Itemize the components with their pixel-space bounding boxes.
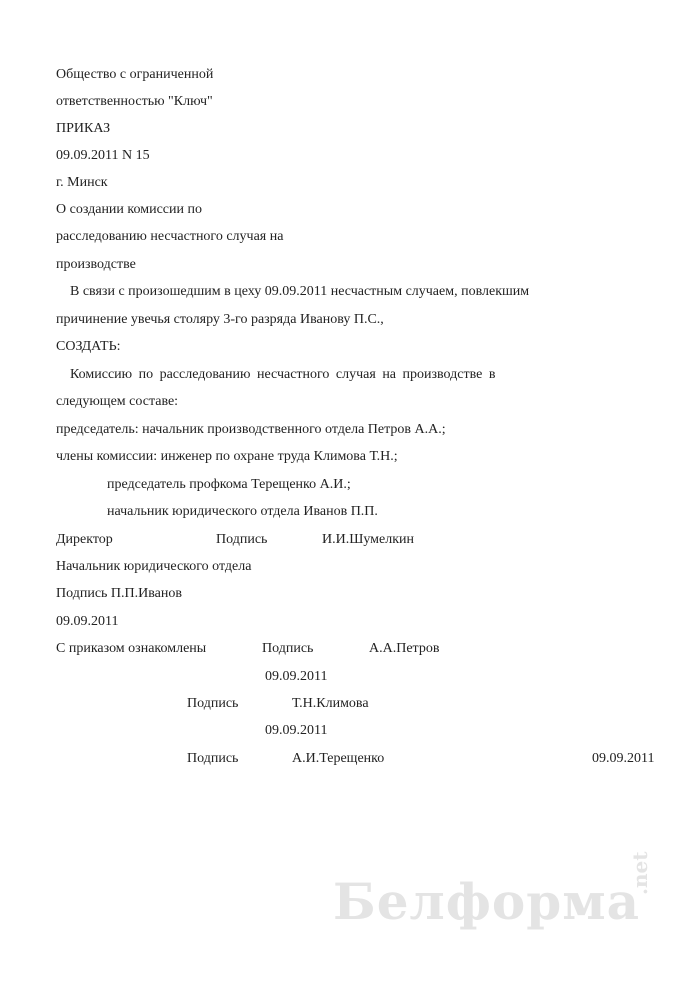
ack1-name: А.А.Петров <box>369 641 440 656</box>
director-name: И.И.Шумелкин <box>322 532 415 547</box>
members-line2: председатель профкома Терещенко А.И.; <box>107 477 351 492</box>
ack3-signature: Подпись <box>187 751 239 766</box>
order-word: СОЗДАТЬ: <box>56 339 121 354</box>
director-title: Директор <box>56 532 113 547</box>
chairman-line: председатель: начальник производственного отдела Петров А.А.; <box>56 422 446 437</box>
date-number: 09.09.2011 N 15 <box>56 148 150 163</box>
ack3-name: А.И.Терещенко <box>292 751 385 766</box>
preamble-line2: причинение увечья столяру 3-го разряда Иванову П.С., <box>56 312 384 327</box>
ack2-name: Т.Н.Климова <box>292 696 369 711</box>
members-line3: начальник юридического отдела Иванов П.П. <box>107 504 378 519</box>
ack3-date: 09.09.2011 <box>592 751 655 766</box>
ack1-date: 09.09.2011 <box>265 669 328 684</box>
org-name-line1: Общество с ограниченной <box>56 67 214 82</box>
legal-head-signature: Подпись П.П.Иванов <box>56 586 182 601</box>
watermark-logo: Белформа <box>333 872 641 931</box>
subject-line1: О создании комиссии по <box>56 202 202 217</box>
ack2-date: 09.09.2011 <box>265 723 328 738</box>
legal-head-date: 09.09.2011 <box>56 614 119 629</box>
ack1-signature: Подпись <box>262 641 314 656</box>
members-line1: члены комиссии: инженер по охране труда Климова Т.Н.; <box>56 449 398 464</box>
commission-line2: следующем составе: <box>56 394 179 409</box>
subject-line2: расследованию несчастного случая на <box>56 229 284 244</box>
acknowledged-label: С приказом ознакомлены <box>56 641 207 656</box>
watermark-suffix: .net <box>628 851 652 895</box>
commission-line1: Комиссию по расследованию несчастного случая на производстве в <box>70 367 496 382</box>
subject-line3: производстве <box>56 257 136 272</box>
preamble-line1: В связи с произошедшим в цеху 09.09.2011 несчастным случаем, повлекшим <box>70 284 530 299</box>
ack2-signature: Подпись <box>187 696 239 711</box>
director-signature: Подпись <box>216 532 268 547</box>
org-name-line2: ответственностью "Ключ" <box>56 94 213 109</box>
city: г. Минск <box>56 175 108 190</box>
legal-head-title: Начальник юридического отдела <box>56 559 252 574</box>
document-type: ПРИКАЗ <box>56 121 111 136</box>
